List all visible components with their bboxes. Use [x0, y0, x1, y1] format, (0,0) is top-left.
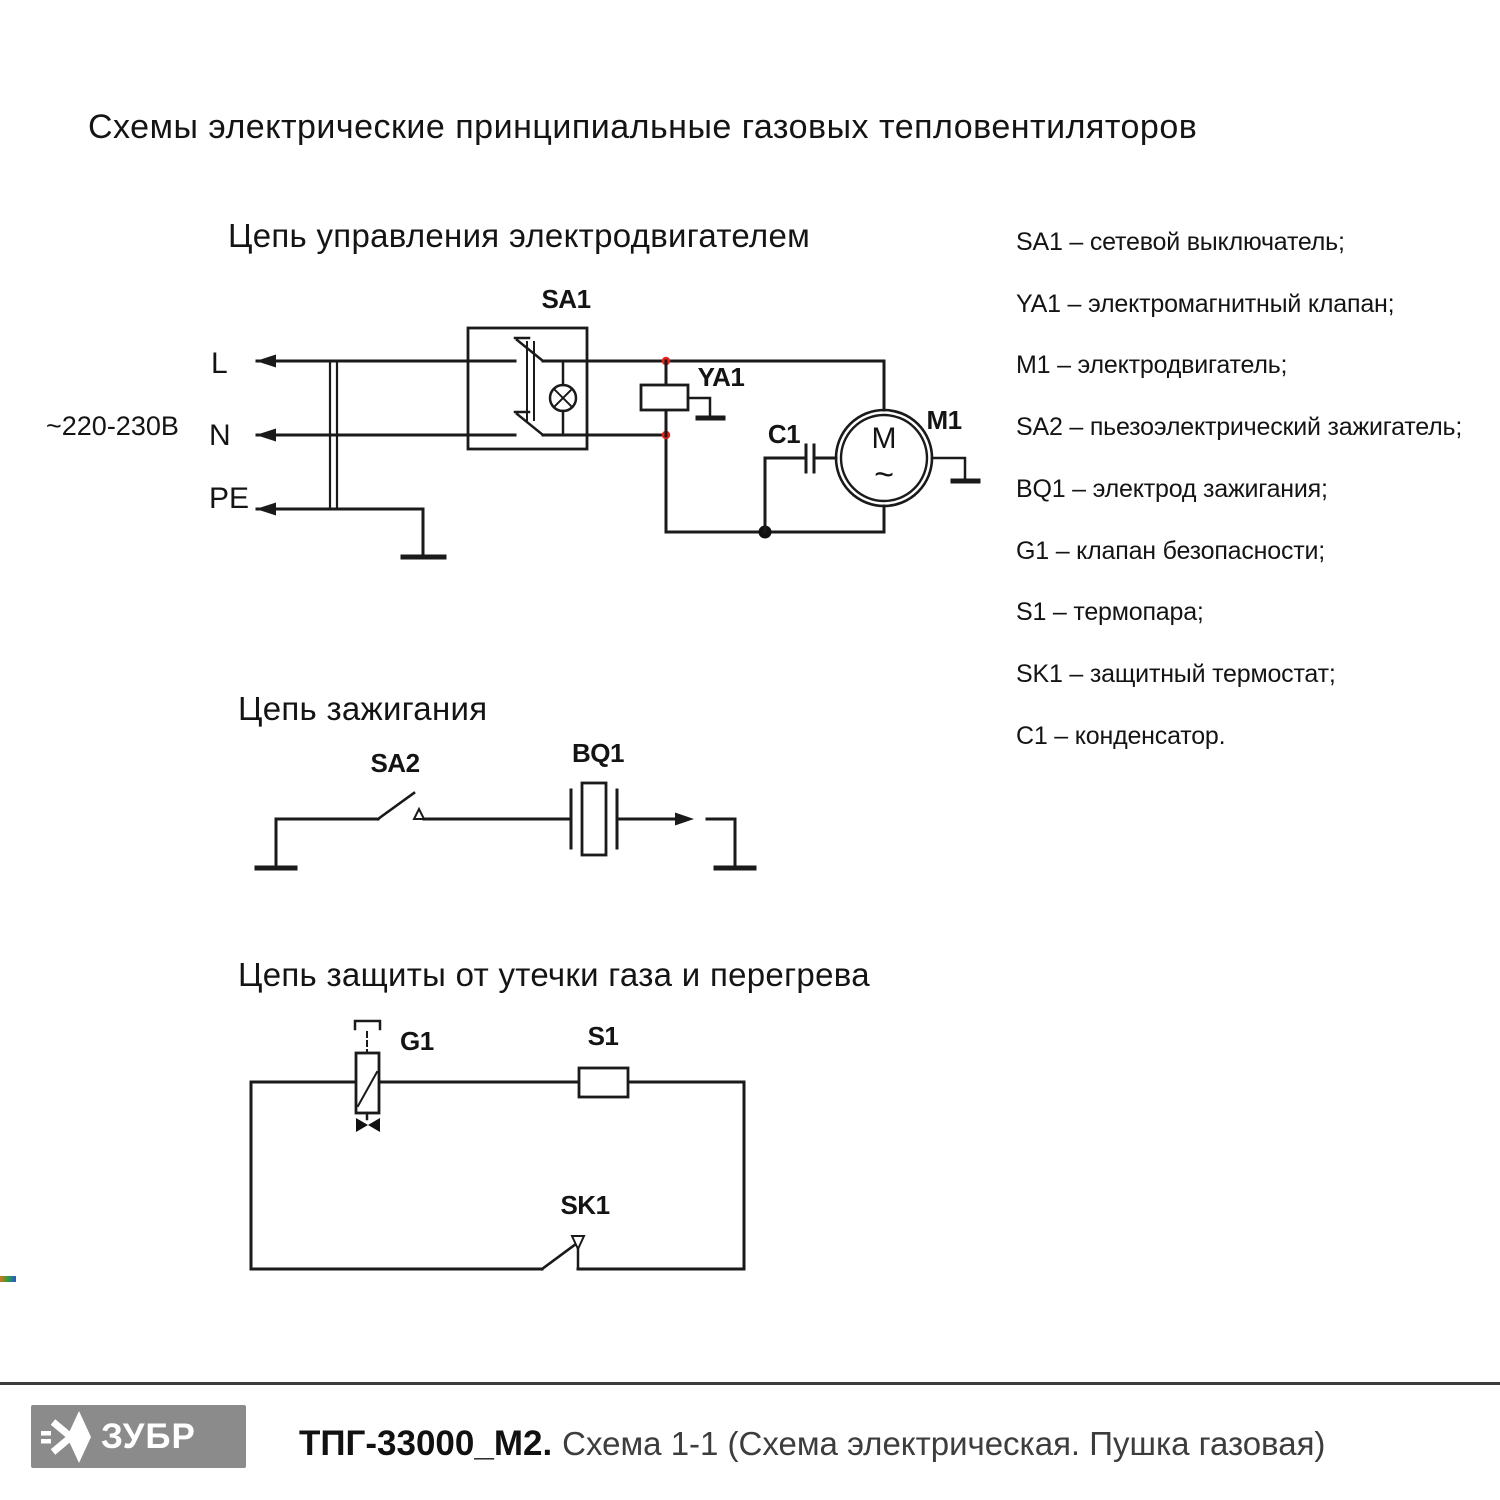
g1-armature-icon [355, 1021, 380, 1029]
terminal-l-label: L [211, 347, 228, 380]
legend-item-sk1: SK1 – защитный термостат; [1016, 660, 1336, 688]
legend-item-s1: S1 – термопара; [1016, 598, 1204, 626]
sa1-label: SA1 [541, 284, 591, 314]
legend-item-ya1: YA1 – электромагнитный клапан; [1016, 290, 1395, 318]
s1-thermocouple-box [579, 1068, 628, 1097]
motor-wave-symbol: ~ [874, 456, 894, 494]
c1-capacitor-symbol [765, 445, 836, 532]
sa2-label: SA2 [370, 748, 420, 778]
sk1-switch-blade [542, 1241, 580, 1269]
arrow-right-spark-icon [675, 813, 694, 826]
sa1-contact-blades [515, 338, 543, 435]
scan-artifact [0, 1276, 16, 1282]
bq1-label: BQ1 [572, 738, 624, 768]
footer-caption: Схема 1-1 (Схема электрическая. Пушка газовая) [562, 1425, 1326, 1462]
motor-m-letter: M [871, 422, 897, 455]
sk1-label: SK1 [560, 1190, 610, 1220]
protection-loop-wire [251, 1082, 744, 1269]
n-return-wire [666, 436, 884, 532]
terminal-n-label: N [209, 419, 231, 452]
control-circuit-title: Цепь управления электродвигателем [228, 217, 811, 254]
sa1-switch-symbol [468, 328, 587, 449]
footer-caption-line [299, 1424, 1325, 1464]
arrow-left-n-icon [256, 429, 276, 442]
protection-circuit-drawing [251, 1021, 744, 1269]
sa2-switch-blade [378, 793, 414, 819]
zubr-logo [31, 1405, 246, 1468]
bq1-piezo-box [582, 783, 606, 855]
ignition-right-wire [707, 819, 735, 867]
power-terminals [256, 355, 468, 558]
g1-valve-bowtie-right [368, 1118, 380, 1132]
s1-label: S1 [587, 1021, 619, 1051]
voltage-label: ~220-230В [46, 411, 179, 441]
footer-divider [0, 1382, 1500, 1385]
g1-label: G1 [400, 1026, 434, 1056]
m1-label: M1 [926, 405, 962, 435]
legend-item-sa2: SA2 – пьезоэлектрический зажигатель; [1016, 413, 1463, 441]
c1-left-lead [765, 458, 806, 532]
legend-item-g1: G1 – клапан безопасности; [1016, 537, 1326, 565]
lamp-cross [554, 389, 572, 407]
brand-name: ЗУБР [101, 1416, 196, 1456]
ya1-ground-lead [688, 398, 710, 417]
line-pe-wire [257, 509, 423, 556]
arrow-left-pe-icon [256, 503, 276, 516]
ya1-coil-box [641, 385, 688, 410]
legend-item-sa1: SA1 – сетевой выключатель; [1016, 228, 1345, 256]
terminal-pe-label: PE [209, 482, 250, 515]
c1-label: C1 [767, 419, 801, 449]
model-number: ТПГ-33000_М2. [299, 1424, 553, 1463]
protection-circuit-title: Цепь защиты от утечки газа и перегрева [238, 956, 870, 993]
legend-item-m1: M1 – электродвигатель; [1016, 351, 1288, 379]
sa1-input-stubs [468, 361, 515, 435]
motor-ground-lead [932, 458, 965, 480]
legend-item-bq1: BQ1 – электрод зажигания; [1016, 475, 1328, 503]
ignition-left-wire [276, 819, 378, 867]
ya1-label: YA1 [697, 362, 745, 392]
legend-item-c1: C1 – конденсатор. [1016, 722, 1226, 750]
zubr-logo-icon [31, 1409, 97, 1465]
arrow-left-l-icon [256, 355, 276, 368]
page-title: Схемы электрические принципиальные газовых тепловентиляторов [88, 108, 1198, 146]
ignition-circuit-title: Цепь зажигания [238, 690, 488, 727]
ignition-circuit-drawing [257, 783, 754, 868]
